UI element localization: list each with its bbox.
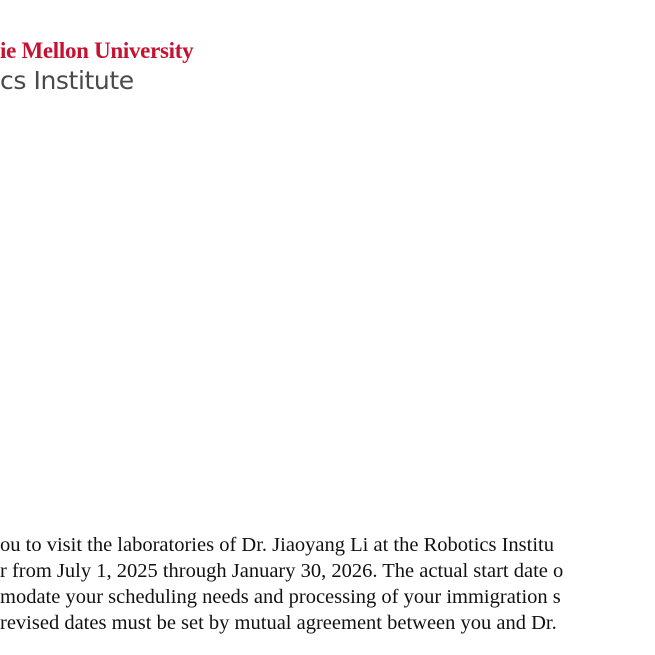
- institute-wordmark: cs Institute: [0, 66, 134, 95]
- letter-line: r from July 1, 2025 through January 30, 2026. The actual start date o: [0, 560, 564, 582]
- letter-line: ou to visit the laboratories of Dr. Jiaoyang Li at the Robotics Institu: [0, 534, 554, 556]
- university-wordmark: ie Mellon University: [0, 38, 194, 63]
- letter-body: [0, 532, 655, 636]
- letter-line: modate your scheduling needs and processing of your immigration s: [0, 586, 561, 608]
- letter-line: revised dates must be set by mutual agreement between you and Dr.: [0, 612, 557, 634]
